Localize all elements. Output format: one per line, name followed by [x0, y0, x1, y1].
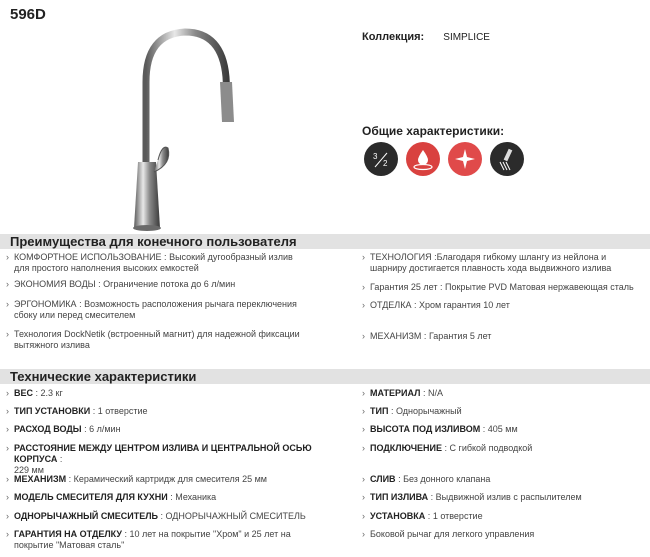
spec-right-6: › УСТАНОВКА : 1 отверстие	[362, 511, 483, 521]
spec-left-0: › ВЕС : 2.3 кг	[6, 388, 63, 398]
spec-left-4: › МЕХАНИЗМ : Керамический картридж для смесителя 25 мм	[6, 474, 267, 484]
spec-right-3: › ПОДКЛЮЧЕНИЕ : С гибкой подводкой	[362, 443, 533, 453]
spec-right-7: › Боковой рычаг для легкого управления	[362, 529, 535, 539]
advantage-left-1: › ЭКОНОМИЯ ВОДЫ : Ограничение потока до 6 л/мин	[6, 279, 236, 289]
advantage-right-1: › Гарантия 25 лет : Покрытие PVD Матовая нержавеющая сталь	[362, 282, 634, 292]
spec-right-0: › МАТЕРИАЛ : N/A	[362, 388, 443, 398]
general-characteristics-title: Общие характеристики:	[362, 124, 505, 138]
water-saving-icon	[406, 142, 440, 176]
feature-icons	[364, 142, 524, 176]
faucet-image	[110, 22, 260, 232]
advantage-right-0: › ТЕХНОЛОГИЯ :Благодаря гибкому шлангу из нейлона и шарниру достигается плавность хода выдвижного излива	[362, 252, 612, 273]
advantage-left-3: › Технология DockNetik (встроенный магнит) для надежной фиксации вытяжного излива	[6, 329, 300, 350]
spec-left-1: › ТИП УСТАНОВКИ : 1 отверстие	[6, 406, 148, 416]
model-number: 596D	[10, 6, 46, 23]
pull-down-spray-icon	[490, 142, 524, 176]
spec-right-5: › ТИП ИЗЛИВА : Выдвижной излив с распылителем	[362, 492, 582, 502]
spec-left-6: › ОДНОРЫЧАЖНЫЙ СМЕСИТЕЛЬ : ОДНОРЫЧАЖНЫЙ СМЕСИТЕЛЬ	[6, 511, 306, 521]
spec-left-7: › ГАРАНТИЯ НА ОТДЕЛКУ : 10 лет на покрытие "Хром" и 25 лет на покрытие "Матовая сталь"	[6, 529, 291, 550]
collection-row	[362, 31, 490, 43]
spec-left-2: › РАСХОД ВОДЫ : 6 л/мин	[6, 424, 121, 434]
spec-right-1: › ТИП : Однорычажный	[362, 406, 462, 416]
collection-value: SIMPLICE	[443, 32, 490, 43]
svg-text:2: 2	[383, 159, 388, 168]
advantage-right-3: › МЕХАНИЗМ : Гарантия 5 лет	[362, 331, 492, 341]
advantage-right-2: › ОТДЕЛКА : Хром гарантия 10 лет	[362, 300, 510, 310]
specs-header: Технические характеристики	[0, 369, 650, 384]
svg-text:3: 3	[373, 152, 378, 161]
spec-right-2: › ВЫСОТА ПОД ИЗЛИВОМ : 405 мм	[362, 424, 518, 434]
spec-left-3: › РАССТОЯНИЕ МЕЖДУ ЦЕНТРОМ ИЗЛИВА И ЦЕНТРАЛЬНОЙ ОСЬЮ КОРПУСА : 229 мм	[6, 443, 312, 475]
spec-left-5: › МОДЕЛЬ СМЕСИТЕЛЯ ДЛЯ КУХНИ : Механика	[6, 492, 217, 502]
advantage-left-0: › КОМФОРТНОЕ ИСПОЛЬЗОВАНИЕ : Высокий дугообразный излив для простого наполнения высоких емкостей	[6, 252, 293, 273]
flow-3-2-icon	[364, 142, 398, 176]
spec-right-4: › СЛИВ : Без донного клапана	[362, 474, 491, 484]
advantages-header: Преимущества для конечного пользователя	[0, 234, 650, 249]
sparkle-finish-icon	[448, 142, 482, 176]
collection-label: Коллекция:	[362, 31, 425, 43]
advantage-left-2: › ЭРГОНОМИКА : Возможность расположения рычага переключения сбоку или перед смесителем	[6, 299, 297, 320]
